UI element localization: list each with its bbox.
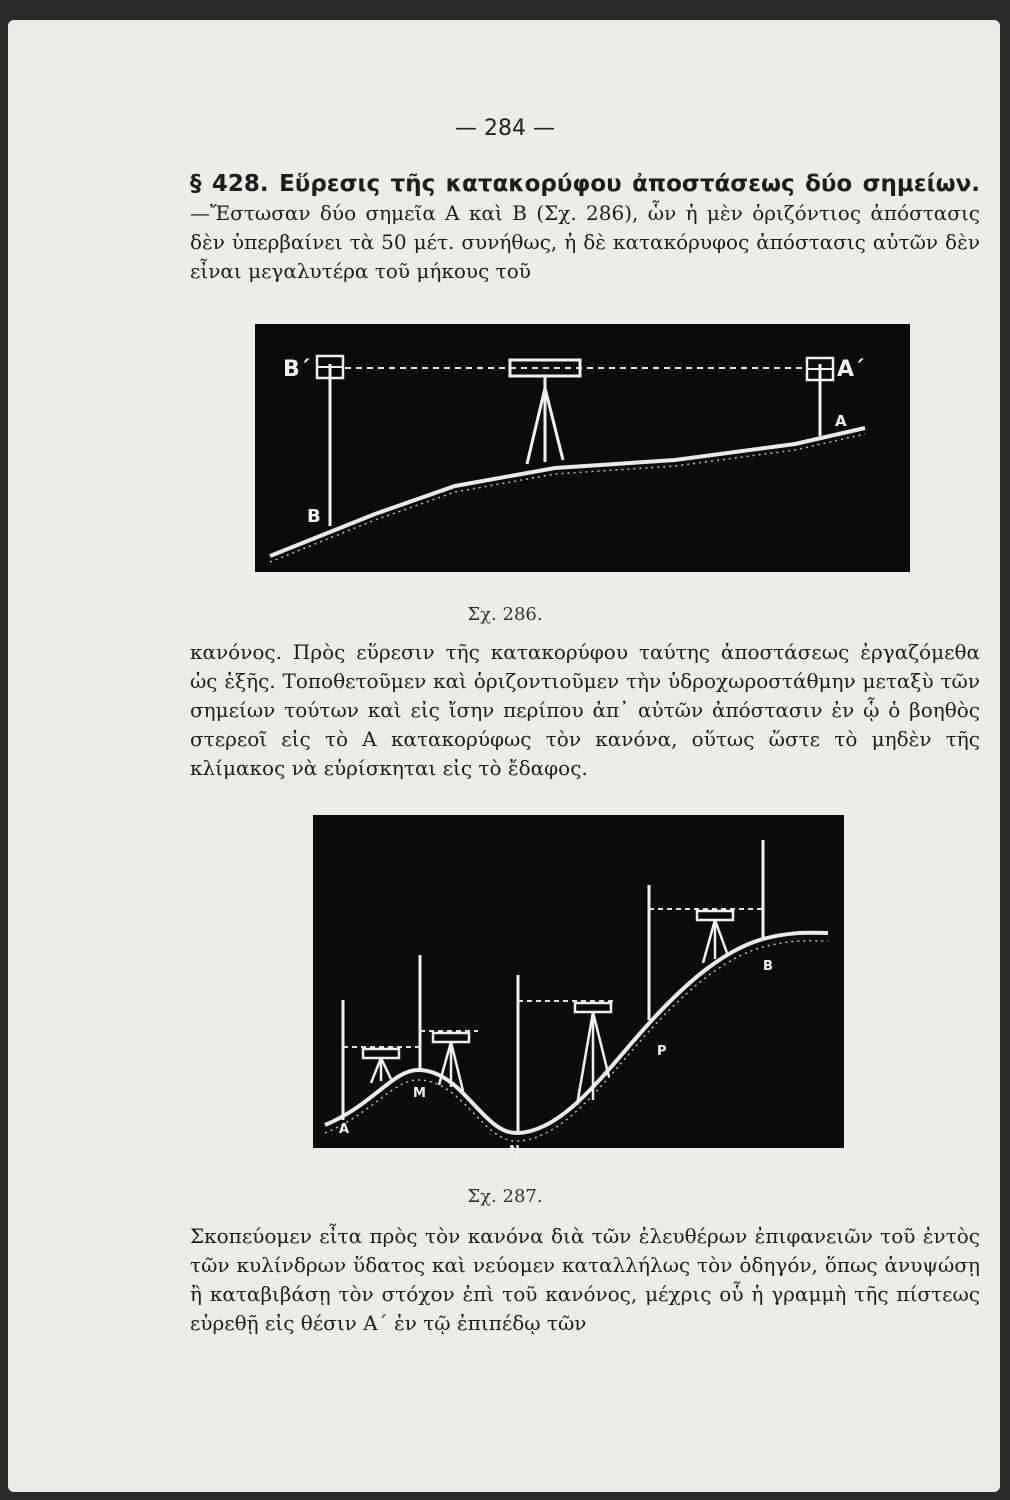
figure-287 [313, 815, 844, 1159]
figure-287-caption: Σχ. 287. [467, 1186, 543, 1207]
label-a-prime: A΄ [837, 357, 864, 382]
ground-line [270, 428, 865, 556]
paragraph-2: κανόνος. Πρὸς εὕρεσιν τῆς κατακορύφου ταύτης ἀποστάσεως ἐργαζόμεθα ὡς ἑξῆς. Τοποθετοῦμεν καὶ ὁριζοντιοῦμεν τὴν ὑδροχωροστάθμην μεταξὺ τῶν σημείων τούτων καὶ εἰς ἴσην περίπου ἀπ᾽ αὐτῶν ἀπόστασιν ἐν ᾧ ὁ βοηθὸς στερεοῖ εἰς τὸ Α κατακορύφως τὸν κανόνα, οὕτως ὥστε τὸ μηδὲν τῆς κλίμακος νὰ εὑρίσκηται εἰς τὸ ἔδαφος. [190, 640, 980, 780]
label-m: M [413, 1086, 426, 1101]
label-n: N [509, 1144, 520, 1159]
level-instrument-3 [575, 1003, 611, 1105]
figure-286-drawing [255, 324, 910, 572]
ground-hatch [270, 434, 865, 562]
section-heading: § 428. Εὕρεσις τῆς κατακορύφου ἀποστάσεως δύο σημείων. [190, 171, 980, 197]
label-p: P [657, 1044, 667, 1059]
figure-286-caption: Σχ. 286. [467, 604, 543, 625]
figure-287-drawing [313, 815, 844, 1159]
label-b: B [307, 506, 321, 527]
section-text: —Ἔστωσαν δύο σημεῖα Α καὶ Β (Σχ. 286), ὧν ἡ μὲν ὁριζόντιος ἀπόστασις δὲν ὑπερβαίνει τὰ 50 μέτ. συνήθως, ἡ δὲ κατακόρυφος ἀπόστασις αὐτῶν δὲν εἶναι μεγαλυτέρα τοῦ μήκους τοῦ [190, 201, 980, 283]
label-b-prime: B΄ [283, 357, 310, 382]
section-428-paragraph [190, 170, 980, 286]
paragraph-3: Σκοπεύομεν εἶτα πρὸς τὸν κανόνα διὰ τῶν ἐλευθέρων ἐπιφανειῶν τοῦ ἐντὸς τῶν κυλίνδρων ὕδατος καὶ νεύομεν καταλλήλως τὸν ὁδηγόν, ὅπως ἀνυψώσῃ ἢ καταβιβάσῃ τὸν στόχον ἐπὶ τοῦ κανόνος, μέχρις οὗ ἡ γραμμὴ τῆς πίστεως εὑρεθῇ εἰς θέσιν Α΄ ἐν τῷ ἐπιπέδῳ τῶν [190, 1224, 980, 1335]
label-a: A [835, 412, 847, 430]
label-a: A [339, 1122, 350, 1137]
tripod-leg [527, 388, 545, 464]
page-number: — 284 — [455, 116, 555, 141]
label-b: B [763, 959, 773, 974]
level-instrument-2 [433, 1033, 469, 1091]
terrain-hatch [325, 941, 828, 1141]
tripod-leg [545, 388, 563, 460]
figure-286 [255, 324, 910, 572]
